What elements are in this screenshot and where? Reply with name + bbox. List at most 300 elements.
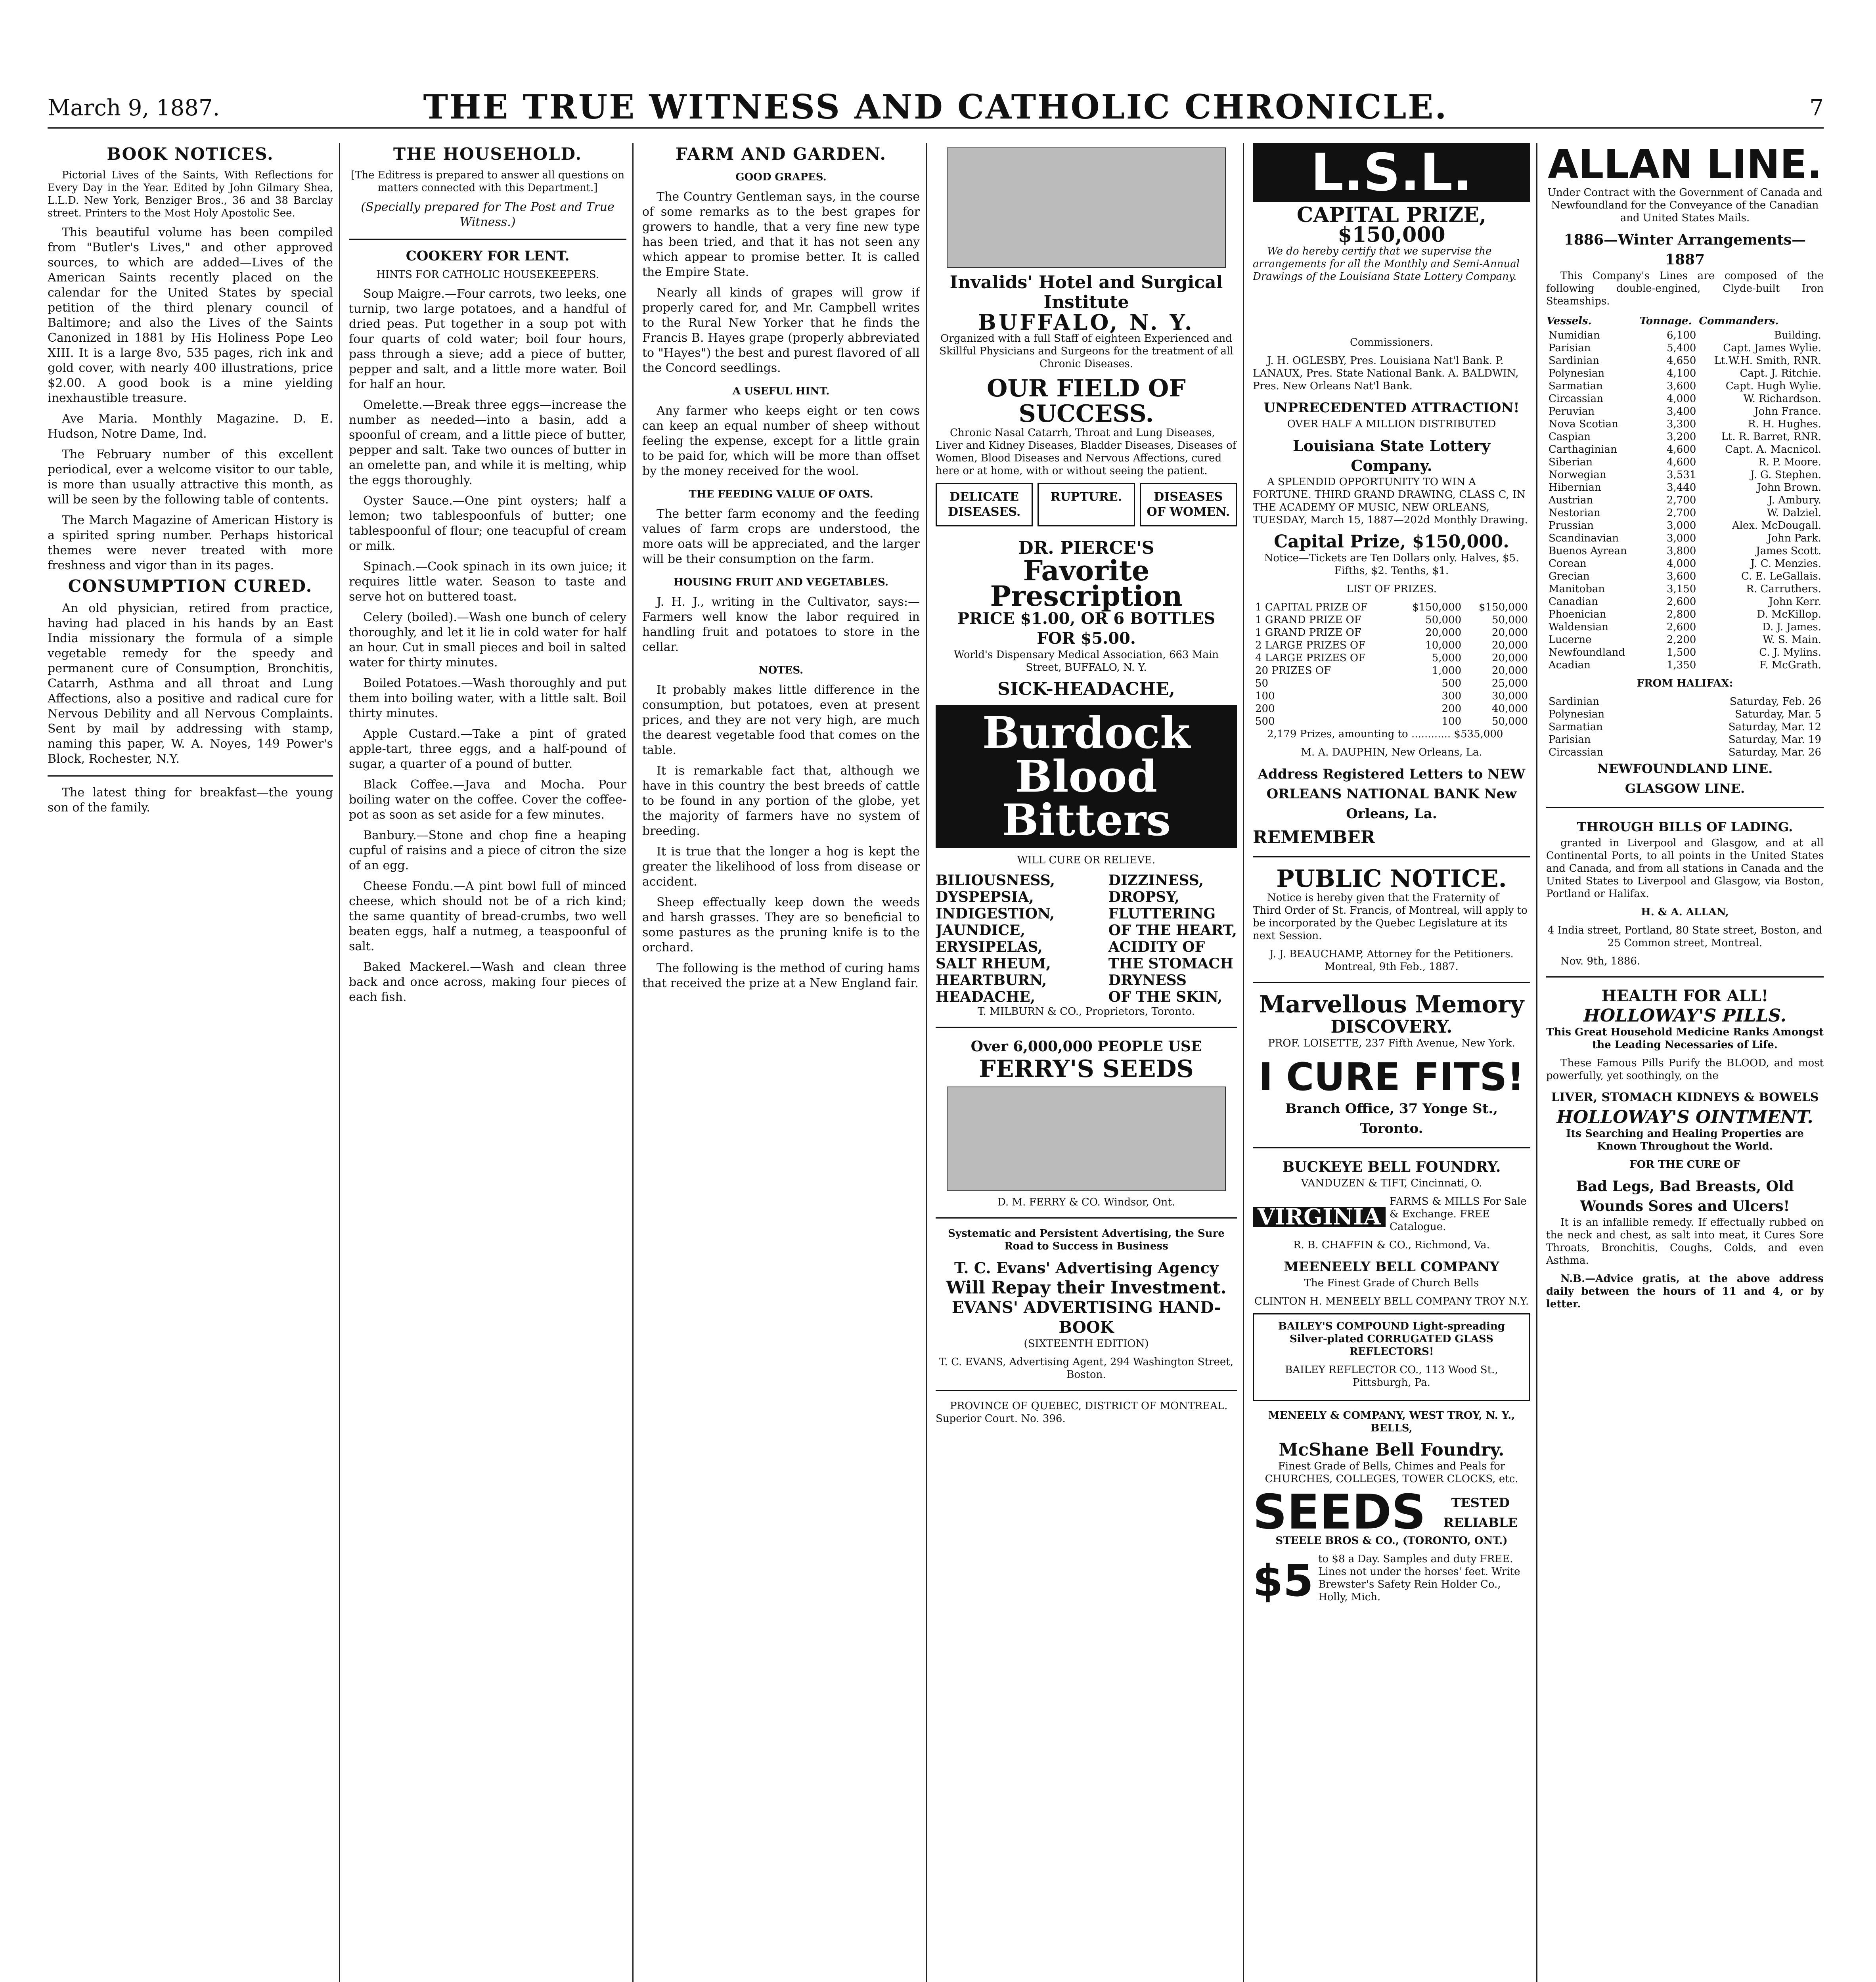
vessel-row-cell: Capt. A. Macnicol. bbox=[1725, 444, 1821, 455]
ailment-item: HEARTBURN, bbox=[936, 972, 1047, 989]
vessel-row-cell: 5,400 bbox=[1666, 342, 1696, 354]
vessel-row bbox=[1546, 443, 1824, 456]
vessel-row-cell: C. E. LeGallais. bbox=[1741, 570, 1821, 582]
recipe-omelette: Omelette.—Break three eggs—increase the number as needed—into a basin, add a spoonful of cream, and a little piece of butter, pepper and salt. Take two ounces of butter in an omelette pan, and while it is melting, whip the eggs thoroughly. bbox=[349, 398, 626, 487]
mcshane: McShane Bell Foundry. bbox=[1279, 1440, 1505, 1460]
vessel-row bbox=[1546, 646, 1824, 659]
field-title: OUR FIELD OF SUCCESS. bbox=[987, 375, 1186, 428]
ferry-seeds: FERRY'S SEEDS bbox=[979, 1055, 1194, 1083]
ailment-item: JAUNDICE, bbox=[936, 922, 1025, 939]
allan-line: ALLAN LINE. bbox=[1548, 143, 1822, 187]
hotel-city: BUFFALO, N. Y. bbox=[978, 310, 1195, 335]
prize-row bbox=[1253, 690, 1530, 702]
vessel-row-cell: Grecian bbox=[1549, 570, 1590, 582]
prize-row-cell: $150,000 bbox=[1478, 601, 1528, 613]
pierce-assoc: World's Dispensary Medical Association, 663 Main Street, BUFFALO, N. Y. bbox=[953, 649, 1219, 673]
vessel-row-cell: 3,531 bbox=[1666, 469, 1696, 481]
prize-row-cell: 2 LARGE PRIZES OF bbox=[1255, 639, 1366, 651]
vessel-row-cell: 3,000 bbox=[1666, 532, 1696, 544]
prize-row-cell: 1 CAPITAL PRIZE OF bbox=[1255, 601, 1368, 613]
farm-body-5: J. H. J., writing in the Cultivator, says:— Farmers well know the labor required in handling fruit and potatoes to store in the cellar. bbox=[642, 595, 920, 654]
column-ads-1 bbox=[936, 143, 1237, 1982]
vessel-row-cell: 2,800 bbox=[1666, 608, 1696, 620]
consumption-text: An old physician, retired from practice, having had placed in his hands by an East India missionary the formula of a simple vegetable remedy for the speedy and permanent cure of Consumption, Bronchitis, Catarrh, Asthma and all throat and Lung Affections, also a positive and radical cure for Nervous Debility and all Nervous Complaints. Sent by mail by addressing with stamp, naming this paper, W. A. Noyes, 149 Power's Block, Rochester, N.Y. bbox=[48, 601, 333, 766]
vessel-row-cell: Numidian bbox=[1549, 329, 1600, 341]
vessel-row bbox=[1546, 659, 1824, 672]
allan-signature: H. & A. ALLAN, bbox=[1641, 906, 1729, 918]
vessel-row-cell: 3,400 bbox=[1666, 406, 1696, 417]
prize-row-cell: 20,000 bbox=[1492, 652, 1528, 664]
prize-row-cell: 20,000 bbox=[1492, 665, 1528, 677]
recipe-spinach: Spinach.—Cook spinach in its own juice; it requires little water. Season to taste and serve hot on buttered toast. bbox=[349, 560, 626, 604]
vessel-row-cell: Buenos Ayrean bbox=[1549, 545, 1627, 557]
vessel-row-cell: D. McKillop. bbox=[1757, 608, 1821, 620]
vessel-row-cell: Carthaginian bbox=[1549, 444, 1617, 455]
allan-contract: Under Contract with the Government of Canada and Newfoundland for the Conveyance of the Canadian and United States Mails. bbox=[1547, 187, 1822, 224]
bills-text: granted in Liverpool and Glasgow, and at all Continental Ports, to all points in the United States and Canada, and from all stations in Canada and the United States to Liverpool and Glasgow, via Boston, Portland or Halifax. bbox=[1546, 837, 1824, 900]
divider bbox=[48, 775, 333, 777]
cure-list: Bad Legs, Bad Breasts, Old Wounds Sores and Ulcers! bbox=[1576, 1178, 1794, 1215]
divider bbox=[1546, 976, 1824, 978]
public-text: Notice is hereby given that the Fraternity of Third Order of St. Francis, of Montreal, will apply to be incorporated by the Quebec Legislature at its next Session. bbox=[1253, 892, 1528, 942]
prize-row-cell: 40,000 bbox=[1492, 703, 1528, 715]
tested-reliable: TESTED RELIABLE bbox=[1443, 1495, 1518, 1530]
vessel-row bbox=[1546, 608, 1824, 621]
vessel-row-cell: Polynesian bbox=[1549, 367, 1605, 379]
vessel-row-cell: F. McGrath. bbox=[1759, 659, 1821, 671]
farm-body-7: It is remarkable fact that, although we have in this country the best breeds of cattle to be found in any portion of the globe, yet the majority of farmers have no system of breeding. bbox=[642, 764, 920, 838]
section-heading-farm: FARM AND GARDEN. bbox=[675, 144, 887, 164]
label-delicate: DELICATE DISEASES. bbox=[936, 483, 1033, 526]
ailments-left bbox=[936, 872, 1055, 1005]
column-rule bbox=[339, 143, 340, 1982]
section-heading-household: THE HOUSEHOLD. bbox=[393, 144, 582, 164]
hotel-desc: Organized with a full Staff of eighteen Experienced and Skillful Physicians and Surgeons for the treatment of all Chronic Diseases. bbox=[939, 333, 1233, 370]
vessel-row-cell: 3,440 bbox=[1666, 482, 1696, 494]
vessel-row-cell: 3,000 bbox=[1666, 520, 1696, 532]
five-dollars: $5 bbox=[1253, 1555, 1314, 1606]
vessel-row-cell: 4,650 bbox=[1666, 355, 1696, 367]
prize-row bbox=[1253, 702, 1530, 715]
ailment-item: FLUTTERING bbox=[1108, 905, 1216, 922]
vessel-row bbox=[1546, 456, 1824, 469]
bailey: BAILEY'S COMPOUND Light-spreading Silver-plated CORRUGATED GLASS REFLECTORS! bbox=[1278, 1320, 1505, 1358]
household-special: (Specially prepared for The Post and True Witness.) bbox=[361, 200, 614, 229]
halifax-table bbox=[1546, 695, 1824, 759]
recipe-cheese: Cheese Fondu.—A pint bowl full of minced cheese, which should not be of a rich kind; the same quantity of bread-crumbs, two well beaten eggs, half a nutmeg, a teaspoonful of salt. bbox=[349, 879, 626, 953]
prize-row-cell: 1 GRAND PRIZE OF bbox=[1255, 614, 1361, 626]
column-farm-garden bbox=[642, 143, 920, 1982]
column-rule bbox=[926, 143, 927, 1982]
vessel-row-cell: 2,600 bbox=[1666, 621, 1696, 633]
vessel-row-cell: 3,150 bbox=[1666, 583, 1696, 595]
page-number: 7 bbox=[1809, 95, 1824, 121]
dauphin: M. A. DAUPHIN, New Orleans, La. bbox=[1301, 746, 1482, 758]
cure-fits: I CURE FITS! bbox=[1258, 1055, 1525, 1099]
masthead bbox=[48, 79, 1824, 129]
ailment-item: HEADACHE, bbox=[936, 989, 1036, 1005]
vessel-row-cell: 3,600 bbox=[1666, 570, 1696, 582]
vessel-row-cell: Peruvian bbox=[1549, 406, 1595, 417]
label-women: DISEASES OF WOMEN. bbox=[1140, 483, 1237, 526]
branch-office: Branch Office, 37 Yonge St., Toronto. bbox=[1285, 1101, 1498, 1136]
prize-row-cell: 20 PRIZES OF bbox=[1255, 665, 1331, 677]
vessel-row-cell: W. S. Main. bbox=[1763, 634, 1821, 646]
sailing-row-cell: Sardinian bbox=[1549, 696, 1600, 708]
vessel-row-cell: D. J. James. bbox=[1762, 621, 1821, 633]
book-body-4: The March Magazine of American History is a spirited spring number. Perhaps historical themes were never treated with more freshness and vigor than in its pages. bbox=[48, 513, 333, 572]
ailment-item: INDIGESTION, bbox=[936, 905, 1055, 922]
sailing-row bbox=[1546, 746, 1824, 759]
vessels-header-cell: Commanders. bbox=[1699, 315, 1779, 327]
vessel-row-cell: Austrian bbox=[1549, 494, 1593, 506]
prize-row-cell: 100 bbox=[1441, 716, 1462, 727]
recipe-mackerel: Baked Mackerel.—Wash and clean three back and once across, making four pieces of each fish. bbox=[349, 960, 626, 1004]
section-heading-book-notices: BOOK NOTICES. bbox=[107, 144, 274, 164]
recipe-banbury: Banbury.—Stone and chop fine a heaping cupful of raisins and a piece of citron the size of an egg. bbox=[349, 828, 626, 872]
prize-row-cell: $150,000 bbox=[1412, 601, 1462, 613]
sailing-row-cell: Saturday, Mar. 5 bbox=[1735, 708, 1821, 720]
vessel-row-cell: W. Richardson. bbox=[1743, 393, 1821, 405]
sailing-row-cell: Saturday, Mar. 19 bbox=[1728, 734, 1821, 746]
vessel-row-cell: Alex. McDougall. bbox=[1732, 520, 1821, 532]
vessel-row-cell: Canadian bbox=[1549, 596, 1598, 608]
prize-row bbox=[1253, 677, 1530, 690]
chaffin: R. B. CHAFFIN & CO., Richmond, Va. bbox=[1293, 1239, 1490, 1251]
virginia: VIRGINIA bbox=[1253, 1207, 1386, 1227]
vessel-row-cell: 1,500 bbox=[1666, 647, 1696, 658]
vessel-row-cell: 4,100 bbox=[1666, 367, 1696, 379]
recipe-oyster-sauce: Oyster Sauce.—One pint oysters; half a lemon; two tablespoonfuls of butter; one tablespoonful of flour; one teacupful of cream or milk. bbox=[349, 494, 626, 553]
vessel-row bbox=[1546, 430, 1824, 443]
recipe-coffee: Black Coffee.—Java and Mocha. Pour boiling water on the coffee. Cover the coffee-pot as soon as set aside for a few minutes. bbox=[349, 778, 626, 822]
pills-text: These Famous Pills Purify the BLOOD, and most powerfully, yet soothingly, on the bbox=[1546, 1057, 1824, 1082]
vessel-row-cell: 3,300 bbox=[1666, 418, 1696, 430]
bitters-word: Bitters bbox=[1001, 794, 1171, 846]
vessel-row bbox=[1546, 621, 1824, 633]
divider bbox=[936, 1217, 1237, 1219]
ferry-illustration bbox=[947, 1087, 1226, 1191]
ointment-sub: Its Searching and Healing Properties are Known Throughout the World. bbox=[1566, 1128, 1804, 1152]
prizes-total: 2,179 Prizes, amounting to ............ $535,000 bbox=[1267, 728, 1503, 740]
virginia-sub: FARMS & MILLS For Sale & Exchange. FREE Catalogue. bbox=[1390, 1196, 1527, 1233]
lsl-company: Louisiana State Lottery Company. bbox=[1292, 437, 1491, 474]
vessel-row-cell: Waldensian bbox=[1549, 621, 1608, 633]
prize-row-cell: 25,000 bbox=[1492, 677, 1528, 689]
ailment-item: ACIDITY OF bbox=[1108, 939, 1205, 955]
ailment-item: DRYNESS bbox=[1108, 972, 1187, 989]
vessel-row-cell: Hibernian bbox=[1549, 482, 1601, 494]
sailing-row-cell: Saturday, Feb. 26 bbox=[1729, 696, 1821, 708]
memory-title: Marvellous Memory bbox=[1259, 991, 1524, 1018]
prize-row-cell: 20,000 bbox=[1492, 639, 1528, 651]
issue-date: March 9, 1887. bbox=[48, 95, 220, 121]
vessel-row-cell: Nova Scotian bbox=[1549, 418, 1618, 430]
cookery-subheading: HINTS FOR CATHOLIC HOUSEKEEPERS. bbox=[376, 269, 599, 281]
farm-body-4: The better farm economy and the feeding values of farm crops are understood, the more oats will be appreciated, and the larger will be their consumption on the farm. bbox=[642, 507, 920, 566]
evans-name: EVANS' ADVERTISING HAND-BOOK bbox=[951, 1298, 1221, 1337]
ferry-firm: D. M. FERRY & CO. Windsor, Ont. bbox=[997, 1196, 1175, 1208]
vessel-row bbox=[1546, 595, 1824, 608]
buckeye-firm: VANDUZEN & TIFT, Cincinnati, O. bbox=[1301, 1177, 1482, 1189]
sailing-row-cell: Parisian bbox=[1549, 734, 1591, 746]
vessel-row bbox=[1546, 532, 1824, 545]
sailing-row bbox=[1546, 721, 1824, 733]
column-allan-holloway bbox=[1546, 143, 1824, 1982]
sub-useful-hint: A USEFUL HINT. bbox=[732, 385, 830, 397]
prize-row-cell: 50 bbox=[1255, 677, 1269, 689]
vessels-header-cell: Tonnage. bbox=[1639, 315, 1692, 327]
sailing-row-cell: Polynesian bbox=[1549, 708, 1605, 720]
vessel-row-cell: 2,700 bbox=[1666, 494, 1696, 506]
sub-housing-fruit: HOUSING FRUIT AND VEGETABLES. bbox=[674, 576, 888, 588]
clinton: CLINTON H. MENEELY BELL COMPANY TROY N.Y. bbox=[1254, 1295, 1529, 1307]
memory-discovery: DISCOVERY. bbox=[1330, 1017, 1453, 1037]
vessel-row bbox=[1546, 392, 1824, 405]
vessel-row bbox=[1546, 329, 1824, 342]
prize-row bbox=[1253, 664, 1530, 677]
vessel-row-cell: Building. bbox=[1774, 329, 1821, 341]
vessel-row-cell: W. Dalziel. bbox=[1767, 507, 1821, 519]
for-the-cure: FOR THE CURE OF bbox=[1629, 1159, 1740, 1171]
burdock-cures: WILL CURE OR RELIEVE. bbox=[1017, 854, 1156, 866]
holloway-pills: HOLLOWAY'S PILLS. bbox=[1583, 1006, 1786, 1026]
bankers: J. H. OGLESBY, Pres. Louisiana Nat'l Bank. P. LANAUX, Pres. State National Bank. A. BALDWIN, Pres. New Orleans Nat'l Bank. bbox=[1253, 355, 1519, 392]
newfoundland-line: NEWFOUNDLAND LINE. bbox=[1597, 761, 1773, 776]
prize-row-cell: 1 GRAND PRIZE OF bbox=[1255, 627, 1361, 639]
vessel-row-cell: 3,600 bbox=[1666, 380, 1696, 392]
recipe-soup: Soup Maigre.—Four carrots, two leeks, one turnip, two large potatoes, and a handful of dried peas. Put together in a soup pot with four quarts of cold water; boil four hours, pass through a sieve; add a piece of butter, pepper and salt, and a little more water. Boil for half an hour. bbox=[349, 287, 626, 391]
vessel-row-cell: Caspian bbox=[1549, 431, 1591, 443]
vessel-row-cell: 6,100 bbox=[1666, 329, 1696, 341]
vessel-row-cell: 2,600 bbox=[1666, 596, 1696, 608]
vessel-row-cell: John Park. bbox=[1767, 532, 1821, 544]
column-household bbox=[349, 143, 626, 1982]
health-for-all: HEALTH FOR ALL! bbox=[1601, 987, 1769, 1005]
meneely-2: MENEELY & COMPANY, WEST TROY, N. Y., BELLS, bbox=[1268, 1410, 1515, 1434]
vessel-row-cell: 1,350 bbox=[1666, 659, 1696, 671]
bailey-ad bbox=[1253, 1313, 1530, 1401]
seeds: SEEDS bbox=[1253, 1485, 1426, 1540]
vessel-row-cell: Phoenician bbox=[1549, 608, 1606, 620]
lsl-text: We do hereby certify that we supervise the arrangements for all the Monthly and Semi-Annual Drawings of the Louisiana State Lottery Company. bbox=[1253, 245, 1520, 283]
farm-body-1: The Country Gentleman says, in the course of some remarks as to the best grapes for growers to handle, that a very fine new type has been tried, and that it has not seen any which appear to promise better. It is called the Empire State. bbox=[642, 190, 920, 279]
newspaper-title: THE TRUE WITNESS AND CATHOLIC CHRONICLE. bbox=[423, 87, 1448, 126]
column-book-notices bbox=[48, 143, 333, 1982]
divider bbox=[1253, 1147, 1530, 1148]
commissioners: Commissioners. bbox=[1350, 337, 1433, 348]
divider bbox=[349, 239, 626, 240]
vessel-row bbox=[1546, 481, 1824, 494]
prize-row bbox=[1253, 715, 1530, 728]
vessel-row-cell: Scandinavian bbox=[1549, 532, 1619, 544]
vessel-row-cell: Acadian bbox=[1549, 659, 1591, 671]
prize-row bbox=[1253, 614, 1530, 626]
allan-address: 4 India street, Portland, 80 State street, Boston, and 25 Common street, Montreal. bbox=[1547, 924, 1822, 949]
liver-stomach: LIVER, STOMACH KIDNEYS & BOWELS bbox=[1551, 1090, 1819, 1104]
sailing-row-cell: Saturday, Mar. 12 bbox=[1728, 721, 1821, 733]
vessel-row-cell: 3,200 bbox=[1666, 431, 1696, 443]
through-bills: THROUGH BILLS OF LADING. bbox=[1577, 819, 1793, 834]
public-notice: PUBLIC NOTICE. bbox=[1276, 865, 1507, 893]
capital-prize-2: Capital Prize, $150,000. bbox=[1274, 532, 1509, 552]
column-ads-2 bbox=[1253, 143, 1530, 1982]
vessel-row-cell: Lt. R. Barret, RNR. bbox=[1721, 431, 1821, 443]
holloway-ointment: HOLLOWAY'S OINTMENT. bbox=[1556, 1107, 1813, 1127]
farm-body-6: It probably makes little difference in the consumption, but potatoes, even at present prices, and they are not very high, are much the dearest vegetable food that comes on the table. bbox=[642, 683, 920, 757]
vessel-row bbox=[1546, 545, 1824, 557]
lsl-capital: CAPITAL PRIZE, $150,000 bbox=[1296, 203, 1487, 247]
ailment-item: OF THE SKIN, bbox=[1108, 989, 1223, 1005]
vessel-row bbox=[1546, 494, 1824, 507]
hotel-illustration bbox=[947, 147, 1226, 268]
vessel-row-cell: C. J. Mylins. bbox=[1759, 647, 1821, 658]
prize-row bbox=[1253, 626, 1530, 639]
vessel-row-cell: John France. bbox=[1754, 406, 1821, 417]
prize-row-cell: 4 LARGE PRIZES OF bbox=[1255, 652, 1366, 664]
meneely-sub: The Finest Grade of Church Bells bbox=[1304, 1277, 1479, 1289]
loisette: PROF. LOISETTE, 237 Fifth Avenue, New York. bbox=[1268, 1037, 1515, 1049]
vessel-row-cell: R. H. Hughes. bbox=[1748, 418, 1821, 430]
vessel-row-cell: R. P. Moore. bbox=[1758, 456, 1821, 468]
prize-row-cell: 20,000 bbox=[1425, 627, 1462, 639]
ailment-item: BILIOUSNESS, bbox=[936, 872, 1055, 889]
sailing-row-cell: Sarmatian bbox=[1549, 721, 1603, 733]
vessel-row bbox=[1546, 469, 1824, 481]
prize-row bbox=[1253, 652, 1530, 664]
prize-row bbox=[1253, 601, 1530, 614]
vessel-row-cell: R. Carruthers. bbox=[1746, 583, 1821, 595]
prizes-title: LIST OF PRIZES. bbox=[1346, 583, 1437, 595]
favorite-prescription: Favorite Prescription bbox=[990, 554, 1183, 612]
prize-row-cell: 50,000 bbox=[1492, 716, 1528, 727]
prize-row bbox=[1253, 639, 1530, 652]
lsl-logo: L.S.L. bbox=[1253, 143, 1530, 202]
mcshane-sub: Finest Grade of Bells, Chimes and Peals for CHURCHES, COLLEGES, TOWER CLOCKS, etc. bbox=[1265, 1460, 1518, 1485]
vessel-row bbox=[1546, 507, 1824, 519]
prize-row-cell: 500 bbox=[1441, 677, 1462, 689]
remember: REMEMBER bbox=[1253, 827, 1375, 848]
vessel-row-cell: Circassian bbox=[1549, 393, 1603, 405]
book-body-1: This beautiful volume has been compiled from "Butler's Lives," and other approved sources, to which are added—Lives of the American Saints recently placed on the calendar for the United States by special petition of the third plenary council of Baltimore; and also the Lives of the Saints Canonized in 1881 by His Holiness Pope Leo XIII. It is a large 8vo, 535 pages, rich ink and gold cover, with nearly 400 illustrations, price $2.00. A good book is a mine yielding inexhaustible treasure. bbox=[48, 226, 333, 405]
sailing-row bbox=[1546, 733, 1824, 746]
prize-row-cell: 30,000 bbox=[1492, 690, 1528, 702]
ointment-text: It is an infallible remedy. If effectually rubbed on the neck and chest, as salt into meat, it Cures Sore Throats, Bronchitis, Coughs, Colds, and even Asthma. bbox=[1546, 1217, 1824, 1266]
column-rule bbox=[632, 143, 634, 1982]
farm-body-3: Any farmer who keeps eight or ten cows can keep an equal number of sheep without feeling the expense, except for a little grain to be paid for, which will be more than offset by the money received for the wool. bbox=[642, 404, 920, 478]
evans-edition: (SIXTEENTH EDITION) bbox=[1024, 1338, 1149, 1350]
burdock-banner bbox=[936, 705, 1237, 848]
vessel-row bbox=[1546, 418, 1824, 430]
beauchamp: J. J. BEAUCHAMP, Attorney for the Petitioners. Montreal, 9th Feb., 1887. bbox=[1269, 948, 1514, 973]
farm-body-8: It is true that the longer a hog is kept the greater the likelihood of loss from disease or accident. bbox=[642, 845, 920, 889]
cookery-heading: COOKERY FOR LENT. bbox=[406, 248, 570, 264]
steele: STEELE BROS & CO., (TORONTO, ONT.) bbox=[1275, 1535, 1508, 1547]
vessel-row-cell: Corean bbox=[1549, 558, 1587, 570]
buckeye: BUCKEYE BELL FOUNDRY. bbox=[1282, 1159, 1501, 1175]
farm-body-2: Nearly all kinds of grapes will grow if properly cared for, and Mr. Campbell writes to the Rural New Yorker that he finds the Francis B. Hayes grape (properly abbreviated to "Hayes") the best and purest flavored of all the Concord seedlings. bbox=[642, 286, 920, 375]
column-rule bbox=[1243, 143, 1244, 1982]
section-heading-consumption: CONSUMPTION CURED. bbox=[68, 576, 313, 596]
signatures bbox=[1253, 289, 1530, 336]
opportunity: A SPLENDID OPPORTUNITY TO WIN A FORTUNE. THIRD GRAND DRAWING, CLASS C, IN THE ACADEMY OF MUSIC, NEW ORLEANS, TUESDAY, March 15, 1887—202d Monthly Drawing. bbox=[1253, 476, 1528, 526]
vessel-row-cell: Sardinian bbox=[1549, 355, 1600, 367]
distributed: OVER HALF A MILLION DISTRIBUTED bbox=[1287, 418, 1496, 430]
advice: N.B.—Advice gratis, at the above address daily between the hours of 11 and 4, or by letter. bbox=[1546, 1273, 1824, 1310]
vessel-row-cell: Capt. Hugh Wylie. bbox=[1725, 380, 1821, 392]
divider bbox=[1253, 982, 1530, 983]
vessel-row-cell: Capt. James Wylie. bbox=[1723, 342, 1821, 354]
evans-addr: T. C. EVANS, Advertising Agent, 294 Washington Street, Boston. bbox=[939, 1356, 1233, 1381]
ailment-item: DYSPEPSIA, bbox=[936, 889, 1034, 905]
sailing-row bbox=[1546, 708, 1824, 721]
glasgow-line: GLASGOW LINE. bbox=[1625, 781, 1745, 796]
vessel-row-cell: 2,700 bbox=[1666, 507, 1696, 519]
pierce-name: DR. PIERCE'S bbox=[1018, 538, 1154, 558]
recipe-potatoes: Boiled Potatoes.—Wash thoroughly and put them into boiling water, with a little salt. Boil thirty minutes. bbox=[349, 676, 626, 720]
vessel-row-cell: Nestorian bbox=[1549, 507, 1600, 519]
prize-row-cell: 50,000 bbox=[1492, 614, 1528, 626]
ailments-right bbox=[1108, 872, 1237, 1005]
recipe-celery: Celery (boiled).—Wash one bunch of celery thoroughly, and let it lie in cold water for half an hour. Cut in small pieces and boil in salted water for thirty minutes. bbox=[349, 610, 626, 670]
vessel-row-cell: J. Ambury. bbox=[1768, 494, 1821, 506]
halifax-title: FROM HALIFAX: bbox=[1637, 677, 1733, 689]
blood-word: Blood bbox=[1015, 751, 1158, 802]
vessel-row bbox=[1546, 519, 1824, 532]
prize-row-cell: 200 bbox=[1441, 703, 1462, 715]
vessels-table bbox=[1546, 313, 1824, 672]
vessel-row-cell: Sarmatian bbox=[1549, 380, 1603, 392]
vessel-row-cell: J. C. Menzies. bbox=[1750, 558, 1821, 570]
allan-intro: This Company's Lines are composed of the following double-engined, Clyde-built Iron Steamships. bbox=[1546, 270, 1824, 307]
book-intro: Pictorial Lives of the Saints, With Reflections for Every Day in the Year. Edited by John Gilmary Shea, L.L.D. New York, Benziger Bros., 36 and 38 Barclay street. Printers to the Most Holy Apostolic See. bbox=[48, 169, 333, 219]
prize-row-cell: 50,000 bbox=[1425, 614, 1462, 626]
vessel-row-cell: Parisian bbox=[1549, 342, 1591, 354]
prize-row-cell: 200 bbox=[1255, 703, 1275, 715]
vessel-row bbox=[1546, 367, 1824, 380]
vessel-row bbox=[1546, 557, 1824, 570]
allan-date: Nov. 9th, 1886. bbox=[1560, 955, 1641, 967]
evans-title: Systematic and Persistent Advertising, the Sure Road to Success in Business bbox=[948, 1228, 1225, 1252]
column-rule bbox=[1536, 143, 1537, 1982]
household-note: [The Editress is prepared to answer all questions on matters connected with this Department.] bbox=[350, 169, 625, 194]
vessel-row bbox=[1546, 570, 1824, 583]
divider bbox=[1253, 856, 1530, 857]
prize-row-cell: 20,000 bbox=[1492, 627, 1528, 639]
vessel-row-cell: 2,200 bbox=[1666, 634, 1696, 646]
divider bbox=[1546, 807, 1824, 808]
unprecedented: UNPRECEDENTED ATTRACTION! bbox=[1263, 400, 1520, 416]
pills-sub: This Great Household Medicine Ranks Amongst the Leading Necessaries of Life. bbox=[1546, 1026, 1824, 1051]
vessel-row-cell: Lt.W.H. Smith, RNR. bbox=[1714, 355, 1821, 367]
vessel-row bbox=[1546, 583, 1824, 595]
bailey-addr: BAILEY REFLECTOR CO., 113 Wood St., Pittsburgh, Pa. bbox=[1285, 1364, 1498, 1389]
burdock-word: Burdock bbox=[982, 707, 1191, 758]
sick-headache: SICK-HEADACHE, bbox=[997, 679, 1175, 699]
prize-row-cell: 300 bbox=[1441, 690, 1462, 702]
vessel-row-cell: Siberian bbox=[1549, 456, 1593, 468]
meneely: MEENEELY BELL COMPANY bbox=[1284, 1259, 1499, 1275]
vessel-row bbox=[1546, 354, 1824, 367]
ailment-item: OF THE HEART, bbox=[1108, 922, 1237, 939]
vessel-row-cell: Manitoban bbox=[1549, 583, 1605, 595]
ailment-item: THE STOMACH bbox=[1108, 955, 1234, 972]
farm-body-10: The following is the method of curing hams that received the prize at a New England fair. bbox=[642, 961, 920, 990]
ferry-top: Over 6,000,000 PEOPLE USE bbox=[971, 1038, 1202, 1055]
sub-good-grapes: GOOD GRAPES. bbox=[735, 171, 827, 183]
sailing-row-cell: Circassian bbox=[1549, 746, 1603, 758]
vessel-row-cell: Lucerne bbox=[1549, 634, 1592, 646]
